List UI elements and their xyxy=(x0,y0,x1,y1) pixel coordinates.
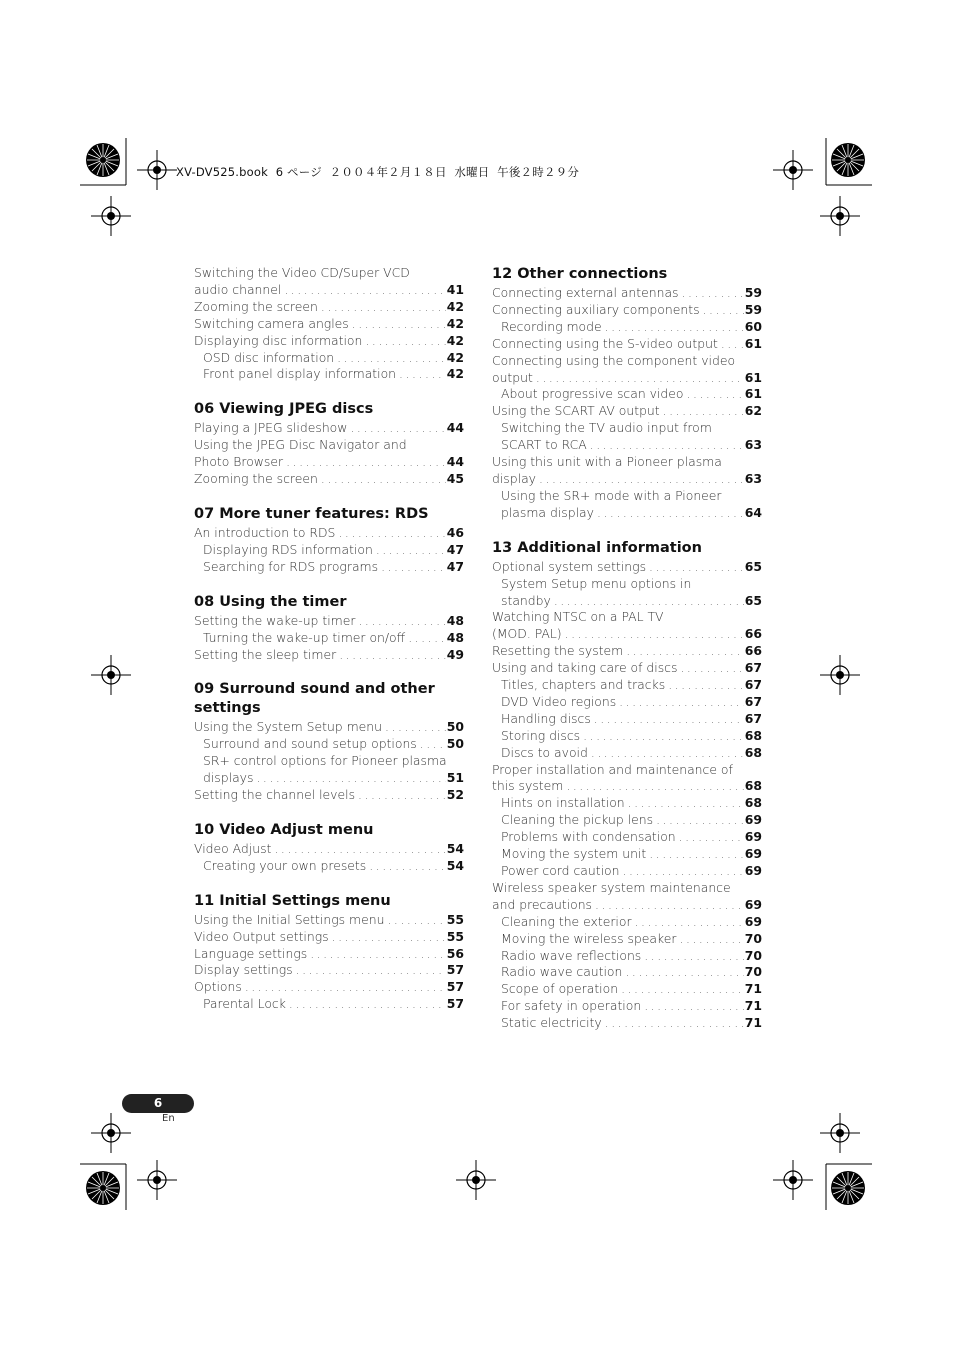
toc-entry-title: Searching for RDS programs xyxy=(203,558,379,574)
toc-entry-title: (MOD. PAL) xyxy=(492,626,562,642)
toc-entry[interactable] xyxy=(492,660,762,677)
toc-entry-title-line: Watching NTSC on a PAL TV xyxy=(492,609,664,625)
toc-entry-page: 69 xyxy=(744,913,762,929)
toc-entry-page: 70 xyxy=(744,947,762,963)
toc-entry-page: 61 xyxy=(744,335,762,351)
dot-leader xyxy=(619,694,744,711)
toc-entry-title: Setting the sleep timer xyxy=(194,646,337,662)
toc-entry-page: 57 xyxy=(446,979,464,995)
toc-entry-page: 69 xyxy=(744,846,762,862)
toc-entry-page: 67 xyxy=(744,660,762,676)
dot-leader xyxy=(565,626,744,643)
toc-entry[interactable] xyxy=(492,846,762,863)
toc-entry-title: Discs to avoid xyxy=(501,744,588,760)
bottom-right-marks xyxy=(773,1113,872,1210)
toc-entry-page: 67 xyxy=(744,710,762,726)
toc-entry[interactable] xyxy=(492,609,762,643)
dot-leader xyxy=(352,316,446,333)
dot-leader xyxy=(358,613,445,630)
toc-entry[interactable] xyxy=(194,559,464,576)
toc-entry-page: 50 xyxy=(446,736,464,752)
toc-entry[interactable] xyxy=(194,996,464,1013)
toc-entry-title: Using and taking care of discs xyxy=(492,660,678,676)
toc-entry-title: Display settings xyxy=(194,962,293,978)
dot-leader xyxy=(321,299,446,316)
dot-leader xyxy=(376,542,446,559)
toc-entry[interactable] xyxy=(194,437,464,471)
dot-leader xyxy=(626,643,744,660)
dot-leader xyxy=(245,979,446,996)
dot-leader xyxy=(656,812,744,829)
dot-leader xyxy=(289,996,446,1013)
toc-entry-title: Optional system settings xyxy=(492,558,647,574)
toc-entry-page: 71 xyxy=(744,1015,762,1031)
dot-leader xyxy=(332,929,446,946)
toc-entry-title: Connecting using the S-video output xyxy=(492,335,718,351)
toc-entry-title: Power cord caution xyxy=(501,863,620,878)
toc-entry-title: Handling discs xyxy=(501,710,591,726)
toc-entry-title: Problems with condensation xyxy=(501,829,676,845)
dot-leader xyxy=(682,285,744,302)
toc-entry-title: Static electricity xyxy=(501,1015,602,1031)
toc-entry-title: Zooming the screen xyxy=(194,471,318,487)
toc-entry[interactable] xyxy=(492,728,762,745)
toc-entry[interactable] xyxy=(492,319,762,336)
section-heading-13-additional-information: 13 Additional information xyxy=(492,539,702,556)
toc-entry[interactable] xyxy=(492,931,762,948)
toc-entry-title: Displaying RDS information xyxy=(203,541,373,557)
toc-entry-page: 44 xyxy=(446,454,464,470)
toc-entry-title-line: Proper installation and maintenance of xyxy=(492,761,733,777)
dot-leader xyxy=(644,998,744,1015)
section-heading-11-initial-settings-menu: 11 Initial Settings menu xyxy=(194,892,391,909)
toc-entry-page: 54 xyxy=(446,840,464,856)
toc-entry-title: Surround and sound setup options xyxy=(203,736,417,752)
toc-entry-title: An introduction to RDS xyxy=(194,524,336,540)
toc-entry[interactable] xyxy=(194,316,464,333)
toc-entry-title-line: Switching the Video CD/Super VCD xyxy=(194,265,410,280)
dot-leader xyxy=(554,593,744,610)
toc-entry-title: Cleaning the exterior xyxy=(501,913,632,929)
toc-entry-page: 70 xyxy=(744,964,762,980)
dot-leader xyxy=(680,660,743,677)
toc-entry-page: 44 xyxy=(446,420,464,436)
toc-entry-page: 68 xyxy=(744,744,762,760)
page-language: En xyxy=(162,1113,175,1124)
toc-entry-title: Options xyxy=(194,979,242,995)
toc-entry-title: Switching camera angles xyxy=(194,315,349,331)
toc-entry-page: 65 xyxy=(744,558,762,574)
toc-entry-title: SCART to RCA xyxy=(501,437,587,453)
dot-leader xyxy=(668,677,744,694)
toc-entry[interactable] xyxy=(492,829,762,846)
toc-entry[interactable] xyxy=(194,265,464,299)
dot-leader xyxy=(387,912,445,929)
toc-entry[interactable] xyxy=(194,719,464,736)
toc-entry[interactable] xyxy=(492,762,762,796)
toc-entry[interactable] xyxy=(492,812,762,829)
toc-entry-title-line: Using the SR+ mode with a Pioneer xyxy=(501,487,722,503)
section-heading-09-surround-sound-and-other-settings: 09 Surround sound and other settings xyxy=(194,681,435,717)
toc-entry-title: Moving the wireless speaker xyxy=(501,930,677,946)
dot-leader xyxy=(649,559,744,576)
print-file-header: XV-DV525.book 6 ページ ２００４年２月１８日 水曜日 午後２時２９分 xyxy=(176,165,580,179)
dot-leader xyxy=(408,630,446,647)
toc-entry[interactable] xyxy=(492,420,762,454)
dot-leader xyxy=(595,897,744,914)
toc-entry[interactable] xyxy=(492,285,762,302)
dot-leader xyxy=(605,1015,744,1032)
dot-leader xyxy=(594,711,744,728)
toc-entry-page: 51 xyxy=(446,770,464,786)
toc-entry-page: 66 xyxy=(744,626,762,642)
toc-entry[interactable] xyxy=(194,736,464,753)
toc-entry-title: For safety in operation xyxy=(501,998,642,1014)
dot-leader xyxy=(583,728,744,745)
dot-leader xyxy=(337,350,446,367)
toc-entry[interactable] xyxy=(194,858,464,875)
toc-entry-title: Connecting auxiliary components xyxy=(492,301,700,317)
toc-entry-page: 50 xyxy=(446,719,464,735)
toc-entry-title: Titles, chapters and tracks xyxy=(501,677,666,693)
toc-entry[interactable] xyxy=(492,403,762,420)
dot-leader xyxy=(635,914,744,931)
dot-leader xyxy=(622,863,743,880)
toc-entry[interactable] xyxy=(194,350,464,367)
toc-entry[interactable] xyxy=(492,880,762,914)
toc-entry[interactable] xyxy=(492,948,762,965)
toc-entry[interactable] xyxy=(492,745,762,762)
dot-leader xyxy=(296,962,446,979)
bottom-center-mark xyxy=(456,1160,496,1200)
toc-entry-page: 67 xyxy=(744,677,762,693)
toc-entry[interactable] xyxy=(492,643,762,660)
toc-entry-title: Radio wave caution xyxy=(501,964,623,980)
toc-entry-page: 59 xyxy=(744,285,762,300)
toc-entry[interactable] xyxy=(194,946,464,963)
toc-entry[interactable] xyxy=(492,559,762,576)
toc-entry[interactable] xyxy=(492,576,762,610)
toc-entry-title: Connecting external antennas xyxy=(492,285,679,300)
toc-left-column xyxy=(194,265,464,1013)
toc-right-column xyxy=(492,265,762,1032)
toc-entry-page: 68 xyxy=(744,795,762,811)
toc-entry-page: 61 xyxy=(744,369,762,385)
toc-entry[interactable] xyxy=(194,979,464,996)
toc-entry-title-line: Using the JPEG Disc Navigator and xyxy=(194,437,407,453)
toc-entry-title: About progressive scan video xyxy=(501,386,684,402)
dot-leader xyxy=(663,403,744,420)
toc-entry-title: Using the Initial Settings menu xyxy=(194,911,385,927)
dot-leader xyxy=(286,454,446,471)
toc-entry-title: Setting the wake-up timer xyxy=(194,612,356,628)
toc-entry[interactable] xyxy=(194,333,464,350)
toc-entry[interactable] xyxy=(194,787,464,804)
toc-entry-title-line: Wireless speaker system maintenance xyxy=(492,879,731,895)
toc-entry-page: 68 xyxy=(744,778,762,794)
dot-leader xyxy=(590,437,744,454)
dot-leader xyxy=(284,282,445,299)
toc-entry-title: Video Output settings xyxy=(194,928,329,944)
toc-entry-title: Hints on installation xyxy=(501,795,625,811)
toc-entry[interactable] xyxy=(492,863,762,880)
toc-entry-page: 69 xyxy=(744,863,762,878)
dot-leader xyxy=(539,471,744,488)
toc-entry[interactable] xyxy=(194,929,464,946)
toc-entry[interactable] xyxy=(492,694,762,711)
toc-entry-title: and precautions xyxy=(492,896,593,912)
dot-leader xyxy=(591,745,744,762)
toc-entry[interactable] xyxy=(492,677,762,694)
toc-entry[interactable] xyxy=(492,981,762,998)
top-left-marks xyxy=(80,138,177,236)
toc-entry-title: Scope of operation xyxy=(501,981,619,997)
toc-entry-page: 69 xyxy=(744,896,762,912)
dot-leader xyxy=(399,366,446,383)
toc-entry-title: Moving the system unit xyxy=(501,846,647,862)
dot-leader xyxy=(621,981,744,998)
toc-entry-page: 47 xyxy=(446,541,464,557)
toc-entry[interactable] xyxy=(492,914,762,931)
toc-entry-page: 66 xyxy=(744,643,762,659)
toc-entry-page: 48 xyxy=(446,629,464,645)
section-heading-06-viewing-jpeg-discs: 06 Viewing JPEG discs xyxy=(194,401,374,418)
toc-entry[interactable] xyxy=(194,471,464,488)
toc-entry-title: DVD Video regions xyxy=(501,693,617,709)
toc-entry[interactable] xyxy=(194,542,464,559)
toc-entry-page: 56 xyxy=(446,945,464,961)
toc-entry-title: Turning the wake-up timer on/off xyxy=(203,629,406,645)
toc-entry[interactable] xyxy=(194,841,464,858)
dot-leader xyxy=(625,964,743,981)
toc-entry-title: Resetting the system xyxy=(492,643,624,659)
toc-entry-page: 54 xyxy=(446,857,464,873)
toc-entry-title: Front panel display information xyxy=(203,366,397,382)
toc-entry-title: plasma display xyxy=(501,504,594,520)
toc-entry-page: 64 xyxy=(744,504,762,520)
dot-leader xyxy=(628,795,744,812)
toc-entry-page: 42 xyxy=(446,298,464,314)
toc-entry-title: Language settings xyxy=(194,945,308,961)
toc-entry-title: Setting the channel levels xyxy=(194,787,356,803)
toc-entry[interactable] xyxy=(492,353,762,387)
dot-leader xyxy=(721,336,744,353)
toc-entry-title: output xyxy=(492,369,533,385)
toc-entry-title: Zooming the screen xyxy=(194,298,318,314)
toc-entry[interactable] xyxy=(492,964,762,981)
toc-entry[interactable] xyxy=(492,795,762,812)
toc-entry-title: Using the SCART AV output xyxy=(492,403,660,419)
toc-entry-title: Recording mode xyxy=(501,318,602,334)
toc-entry-title: Displaying disc information xyxy=(194,332,363,348)
toc-entry-page: 47 xyxy=(446,558,464,574)
toc-entry-page: 65 xyxy=(744,592,762,608)
dot-leader xyxy=(644,948,743,965)
toc-entry-page: 48 xyxy=(446,612,464,628)
dot-leader xyxy=(679,829,744,846)
toc-entry[interactable] xyxy=(194,613,464,630)
toc-entry-title: Creating your own presets xyxy=(203,857,367,873)
toc-entry-title: Radio wave reflections xyxy=(501,947,642,963)
section-heading-12-other-connections: 12 Other connections xyxy=(492,266,668,282)
toc-entry-page: 63 xyxy=(744,437,762,453)
toc-entry-page: 49 xyxy=(446,646,464,662)
toc-entry-page: 41 xyxy=(446,281,464,297)
section-heading-08-using-the-timer: 08 Using the timer xyxy=(194,593,347,610)
toc-entry[interactable] xyxy=(492,488,762,522)
toc-entry-page: 71 xyxy=(744,981,762,997)
dot-leader xyxy=(338,525,445,542)
toc-entry-page: 70 xyxy=(744,930,762,946)
dot-leader xyxy=(605,319,744,336)
section-heading-07-more-tuner-features-rds: 07 More tuner features: RDS xyxy=(194,505,429,522)
toc-entry[interactable] xyxy=(492,998,762,1015)
toc-entry-page: 42 xyxy=(446,332,464,348)
toc-entry-title-line: Using this unit with a Pioneer plasma xyxy=(492,454,722,470)
dot-leader xyxy=(365,333,445,350)
toc-entry-title: audio channel xyxy=(194,281,282,297)
toc-entry[interactable] xyxy=(194,366,464,383)
toc-entry-title: standby xyxy=(501,592,551,608)
toc-entry[interactable] xyxy=(194,753,464,787)
dot-leader xyxy=(339,647,446,664)
toc-entry-page: 69 xyxy=(744,829,762,845)
dot-leader xyxy=(566,778,743,795)
dot-leader xyxy=(274,841,445,858)
toc-entry[interactable] xyxy=(492,336,762,353)
toc-entry-title: Using the System Setup menu xyxy=(194,719,383,735)
toc-entry-title-line: System Setup menu options in xyxy=(501,575,692,591)
toc-entry[interactable] xyxy=(492,711,762,728)
toc-entry-title: OSD disc information xyxy=(203,349,335,365)
dot-leader xyxy=(358,787,446,804)
toc-entry-title: Video Adjust xyxy=(194,840,272,856)
toc-entry[interactable] xyxy=(492,302,762,319)
toc-entry-page: 42 xyxy=(446,366,464,382)
toc-entry-title: Cleaning the pickup lens xyxy=(501,812,654,828)
toc-entry[interactable] xyxy=(194,525,464,542)
toc-entry[interactable] xyxy=(194,420,464,437)
toc-entry-page: 68 xyxy=(744,727,762,743)
toc-entry-title-line: Connecting using the component video xyxy=(492,352,736,368)
dot-leader xyxy=(703,302,744,319)
dot-leader xyxy=(381,559,446,576)
toc-entry-page: 69 xyxy=(744,812,762,828)
toc-entry-page: 52 xyxy=(446,787,464,803)
toc-entry[interactable] xyxy=(492,454,762,488)
dot-leader xyxy=(310,946,446,963)
dot-leader xyxy=(649,846,743,863)
dot-leader xyxy=(686,386,743,403)
toc-entry[interactable] xyxy=(492,1015,762,1032)
toc-entry-page: 62 xyxy=(744,403,762,419)
toc-entry-page: 57 xyxy=(446,962,464,978)
dot-leader xyxy=(369,858,446,875)
dot-leader xyxy=(536,370,744,387)
toc-entry-title: this system xyxy=(492,778,564,794)
dot-leader xyxy=(597,505,744,522)
toc-entry[interactable] xyxy=(194,962,464,979)
dot-leader xyxy=(679,931,743,948)
toc-entry-page: 45 xyxy=(446,471,464,487)
toc-entry-page: 60 xyxy=(744,318,762,334)
toc-entry-page: 42 xyxy=(446,349,464,365)
toc-entry[interactable] xyxy=(194,647,464,664)
toc-entry-title: Storing discs xyxy=(501,727,581,743)
toc-entry-page: 55 xyxy=(446,911,464,927)
toc-entry-title: display xyxy=(492,470,536,486)
toc-entry-page: 67 xyxy=(744,693,762,709)
toc-entry-title: Photo Browser xyxy=(194,454,284,470)
toc-entry-page: 42 xyxy=(446,315,464,331)
dot-leader xyxy=(350,420,445,437)
toc-entry-title: Parental Lock xyxy=(203,996,286,1012)
dot-leader xyxy=(420,736,446,753)
bottom-left-marks xyxy=(80,1113,177,1210)
page-number: 6 xyxy=(122,1094,194,1113)
toc-entry-page: 71 xyxy=(744,998,762,1014)
toc-entry[interactable] xyxy=(194,912,464,929)
toc-entry-page: 46 xyxy=(446,524,464,540)
toc-entry-title-line: SR+ control options for Pioneer plasma xyxy=(203,753,447,769)
toc-entry-title: Playing a JPEG slideshow xyxy=(194,420,348,436)
toc-entry[interactable] xyxy=(194,299,464,316)
toc-entry-page: 61 xyxy=(744,386,762,402)
dot-leader xyxy=(256,770,445,787)
toc-entry-title: displays xyxy=(203,770,254,786)
toc-entry-page: 59 xyxy=(744,301,762,317)
dot-leader xyxy=(385,719,446,736)
toc-entry[interactable] xyxy=(194,630,464,647)
toc-entry-title-line: Switching the TV audio input from xyxy=(501,420,712,436)
dot-leader xyxy=(321,471,446,488)
toc-entry-page: 63 xyxy=(744,470,762,486)
toc-entry-page: 57 xyxy=(446,996,464,1012)
toc-entry-page: 55 xyxy=(446,928,464,944)
top-right-marks xyxy=(773,138,872,236)
section-heading-10-video-adjust-menu: 10 Video Adjust menu xyxy=(194,821,374,838)
toc-entry[interactable] xyxy=(492,386,762,403)
